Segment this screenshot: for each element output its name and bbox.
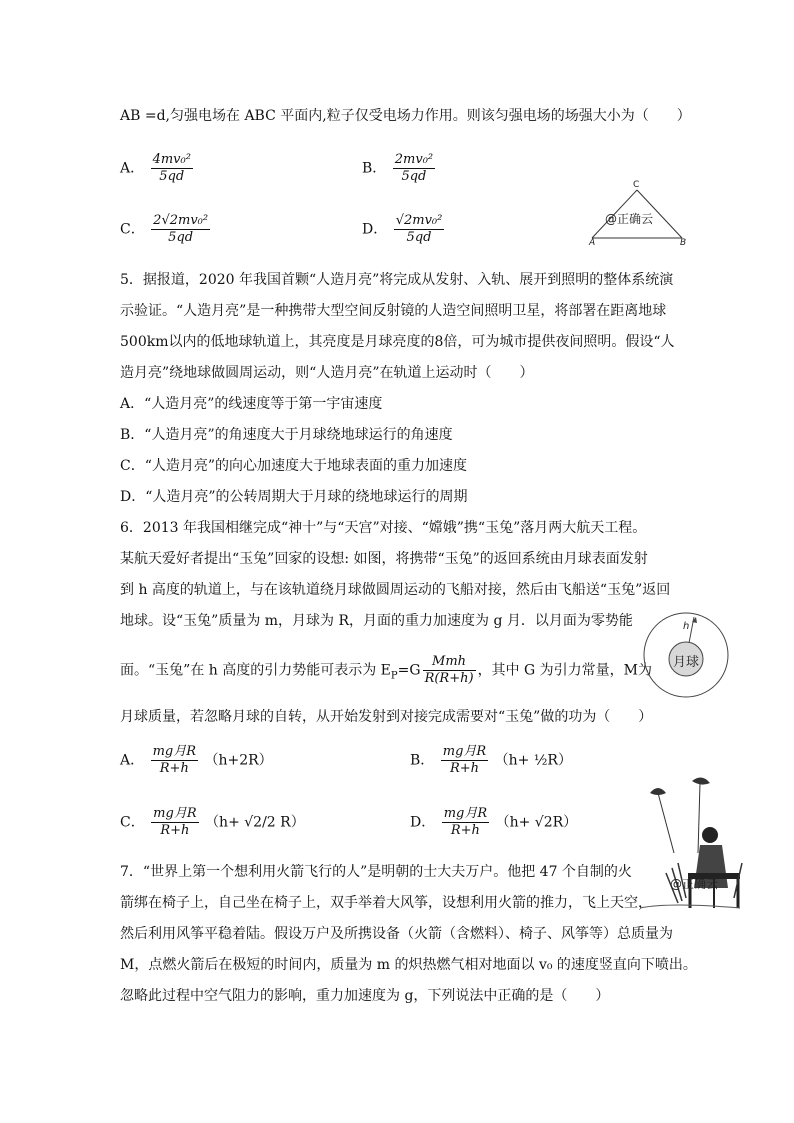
arrow-head: [692, 617, 697, 623]
moon-label: 月球: [673, 655, 700, 670]
q6-stem-line: 6．2013 年我国相继完成“神十”与“天宫”对接、“嫦娥”携“玉兔”落月两大航天工程。: [120, 520, 647, 536]
q7-stem-line: 7．“世界上第一个想利用火箭飞行的人”是明朝的士大夫万户。他把 47 个自制的火: [120, 864, 632, 880]
q6-stem-line: 月球质量，若忽略月球的自转，从开始发射到对接完成需要对“玉兔”做的功为（ ）: [120, 709, 653, 725]
fraction: $\frac{\text{2mv₀²}}{5qd}$: [394, 152, 434, 184]
q5-option-d: D．“人造月亮”的公转周期大于月球的绕地球运行的周期: [120, 489, 468, 505]
q7-stem-line: 然后利用风筝平稳着陆。假设万户及所携设备（火箭（含燃料）、椅子、风筝等）总质量为: [120, 926, 673, 942]
q5-stem-line: 500km以内的低地球轨道上，其亮度是月球亮度的8倍，可为城市提供夜间照明。假设“人: [120, 334, 675, 350]
q6-option-d: D． $\frac{\text{mg月R}}{R+h}$ （h+ √2R）: [410, 806, 578, 838]
watermark: @正确云: [670, 877, 719, 891]
q6-stem-line: 某航天爱好者提出“玉兔”回家的设想: 如图，将携带“玉兔”的返回系统由月球表面发射: [120, 551, 648, 567]
q4-option-a: A． $\frac{\text{4mv₀²}}{5qd}$: [120, 152, 191, 184]
q6-stem-line: 地球。设“玉兔”质量为 m，月球为 R，月面的重力加速度为 g 月．以月面为零势能: [120, 613, 633, 629]
q4-option-c: C． $\frac{\text{2√2mv₀²}}{5qd}$: [120, 213, 209, 245]
fraction: $\frac{\text{2√2mv₀²}}{5qd}$: [153, 213, 209, 245]
q5-option-c: C．“人造月亮”的向心加速度大于地球表面的重力加速度: [120, 458, 468, 474]
fraction: $\frac{\text{√2mv₀²}}{5qd}$: [395, 213, 443, 245]
fraction: $\frac{\text{mg月R}}{R+h}$: [443, 806, 488, 838]
h-label: h: [683, 621, 690, 632]
vertex-b-label: B: [680, 238, 687, 248]
q6-option-b: B． $\frac{\text{mg月R}}{R+h}$ （h+ ½R）: [410, 744, 572, 776]
q5-stem-line: 5．据报道，2020 年我国首颗“人造月亮”将完成从发射、入轨、展开到照明的整体系统演: [120, 272, 674, 288]
q6-option-a: A． $\frac{\text{mg月R}}{R+h}$ （h+2R）: [120, 744, 273, 776]
q5-stem-line: 造月亮”绕地球做圆周运动，则“人造月亮”在轨道上运动时（ ）: [120, 365, 534, 381]
q4-stem-line: AB =d,匀强电场在 ABC 平面内,粒子仅受电场力作用。则该匀强电场的场强大小为（ ）: [120, 108, 691, 124]
kite-right: [692, 777, 710, 784]
fraction: $\frac{\text{4mv₀²}}{5qd}$: [152, 152, 191, 184]
fraction: $\frac{\text{Mmh}}{R(R+h)}$: [424, 654, 474, 686]
figure-head: [702, 827, 718, 843]
q5-option-a: A．“人造月亮”的线速度等于第一宇宙速度: [120, 396, 383, 412]
fraction: $\frac{\text{mg月R}}{R+h}$: [153, 806, 197, 838]
q4-option-d: D． $\frac{\text{√2mv₀²}}{5qd}$: [362, 213, 443, 245]
fraction: $\frac{\text{mg月R}}{R+h}$: [152, 744, 197, 776]
q5-stem-line: 示验证。“人造月亮”是一种携带大型空间反射镜的人造空间照明卫星，将部署在距离地球: [120, 303, 667, 319]
fraction: $\frac{\text{mg月R}}{R+h}$: [442, 744, 487, 776]
q4-option-b: B． $\frac{\text{2mv₀²}}{5qd}$: [362, 152, 434, 184]
q7-stem-line: M，点燃火箭后在极短的时间内，质量为 m 的炽热燃气相对地面以 v₀ 的速度竖直向下喷出。: [120, 957, 697, 973]
q7-stem-line: 忽略此过程中空气阻力的影响，重力加速度为 g，下列说法中正确的是（ ）: [120, 988, 610, 1004]
q6-stem-line-formula: 面。“玉兔”在 h 高度的引力势能可表示为 $E_P=G$ $\frac{\text{Mmh}}{R(R+h)}$ ，其中 G 为引力常量，M为: [120, 654, 652, 686]
vertex-c-label: C: [633, 180, 640, 190]
vertex-a-label: A: [589, 238, 596, 248]
q6-option-c: C． $\frac{\text{mg月R}}{R+h}$ （h+ √2/2 R）: [120, 806, 305, 838]
wan-hu-rocket-chair-illustration: [630, 773, 750, 913]
q6-stem-line: 到 h 高度的轨道上，与在该轨道绕月球做圆周运动的飞船对接，然后由飞船送“玉兔”返回: [120, 582, 671, 598]
q5-option-b: B．“人造月亮”的角速度大于月球绕地球运行的角速度: [120, 427, 453, 443]
watermark: @正确云: [605, 212, 654, 226]
q7-stem-line: 箭绑在椅子上，自己坐在椅子上，双手举着大风筝，设想利用火箭的推力，飞上天空，: [120, 895, 652, 911]
